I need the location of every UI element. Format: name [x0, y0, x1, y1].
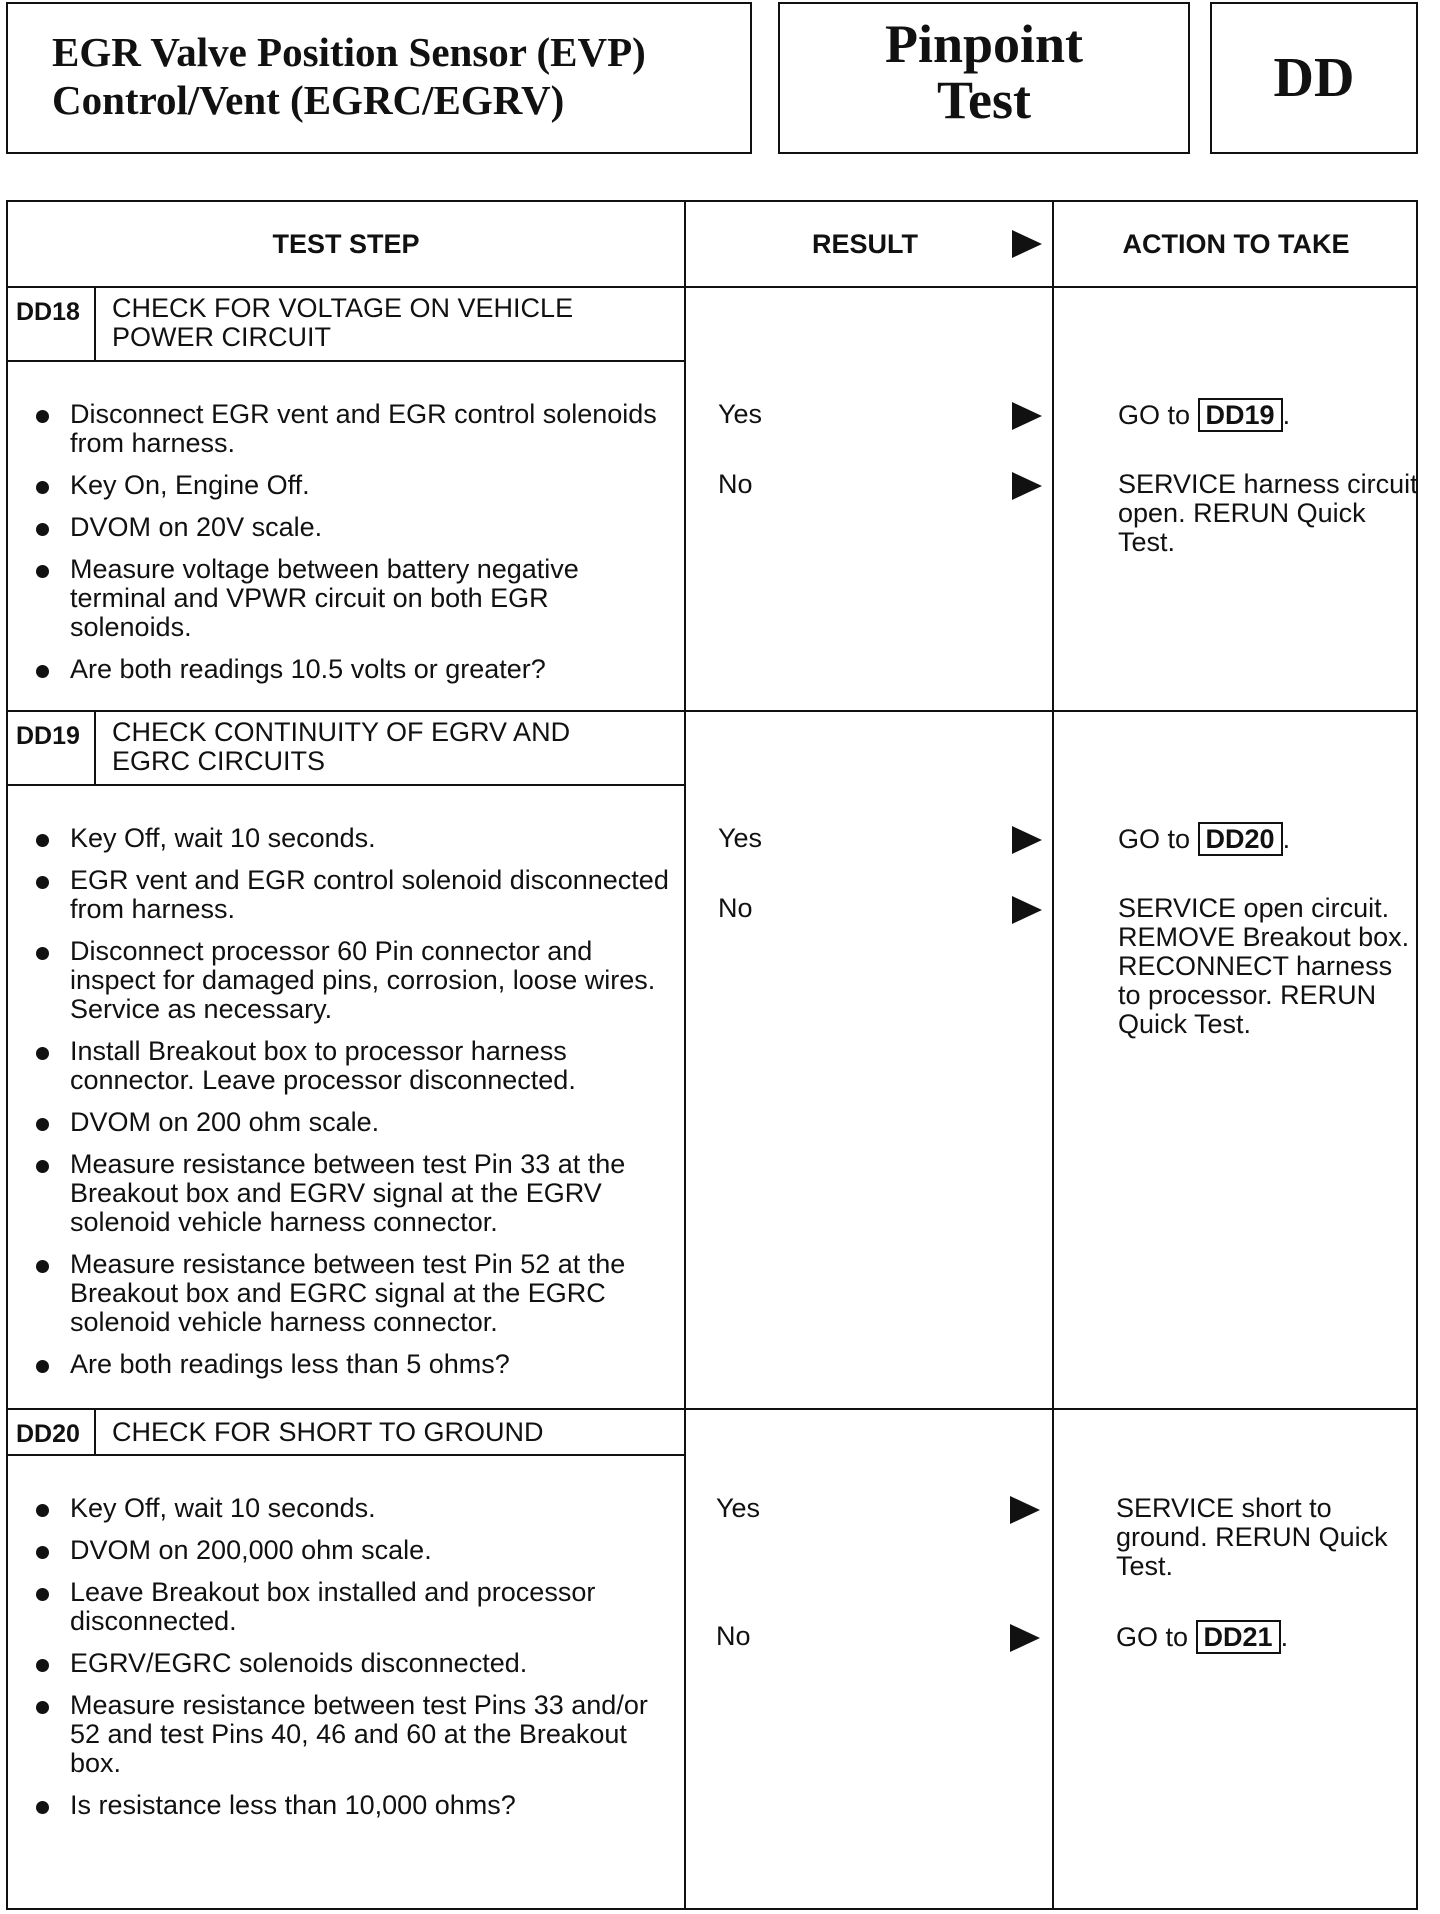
- list-item: Are both readings less than 5 ohms?: [32, 1350, 672, 1379]
- step-title-divider: [8, 1454, 684, 1456]
- test-title: [52, 28, 646, 124]
- arrow-icon: [1010, 1496, 1040, 1524]
- list-item: Disconnect EGR vent and EGR control solenoids from harness.: [32, 400, 672, 458]
- result-yes: Yes: [718, 823, 763, 853]
- step-title-line1: CHECK FOR VOLTAGE ON VEHICLE: [112, 293, 574, 323]
- action-text: GO to: [1116, 1622, 1189, 1652]
- list-item: Measure resistance between test Pin 52 at the Breakout box and EGRC signal at the EGRC solenoid vehicle harness connector.: [32, 1250, 672, 1337]
- action-yes: [1118, 822, 1418, 856]
- step-title-line1: CHECK CONTINUITY OF EGRV AND: [112, 717, 571, 747]
- arrow-icon: [1010, 1624, 1040, 1652]
- step-title: [112, 1418, 544, 1447]
- step-instructions: [32, 400, 672, 697]
- test-code: DD: [1273, 47, 1355, 109]
- step-title-line2: POWER CIRCUIT: [112, 322, 331, 352]
- column-header-test-step: TEST STEP: [272, 229, 420, 259]
- arrow-icon: [1012, 230, 1042, 258]
- result-no: No: [718, 893, 753, 923]
- step-divider: [8, 1408, 1416, 1410]
- list-item: Measure voltage between battery negative terminal and VPWR circuit on both EGR solenoids.: [32, 555, 672, 642]
- list-item: Disconnect processor 60 Pin connector and inspect for damaged pins, corrosion, loose wires. Service as necessary.: [32, 937, 672, 1024]
- action-yes: SERVICE short to ground. RERUN Quick Test.: [1116, 1493, 1388, 1581]
- list-item: Key Off, wait 10 seconds.: [32, 824, 672, 853]
- pinpoint-test-box: [778, 2, 1190, 154]
- header-divider: [8, 286, 1416, 288]
- column-header-action: ACTION TO TAKE: [1122, 229, 1350, 259]
- action-suffix: .: [1282, 824, 1291, 854]
- column-divider: [1052, 202, 1054, 1908]
- list-item: Leave Breakout box installed and processor disconnected.: [32, 1578, 672, 1636]
- list-item: Install Breakout box to processor harness connector. Leave processor disconnected.: [32, 1037, 672, 1095]
- result-no: No: [716, 1621, 751, 1651]
- test-title-line1: EGR Valve Position Sensor (EVP): [52, 29, 646, 75]
- action-no: SERVICE harness circuit open. RERUN Quick Test.: [1118, 469, 1418, 557]
- list-item: Is resistance less than 10,000 ohms?: [32, 1791, 672, 1820]
- action-text: GO to: [1118, 400, 1191, 430]
- step-id: DD20: [16, 1420, 80, 1448]
- column-header-result: RESULT: [812, 229, 918, 259]
- step-instructions: [32, 1494, 672, 1833]
- list-item: DVOM on 200 ohm scale.: [32, 1108, 672, 1137]
- step-title-line1: CHECK FOR SHORT TO GROUND: [112, 1417, 544, 1447]
- step-reference: DD21: [1196, 1620, 1281, 1654]
- action-suffix: .: [1282, 400, 1291, 430]
- step-title: [112, 294, 573, 352]
- action-yes: [1118, 398, 1418, 432]
- pinpoint-label: [780, 16, 1188, 128]
- list-item: Measure resistance between test Pins 33 and/or 52 and test Pins 40, 46 and 60 at the Breakout box.: [32, 1691, 672, 1778]
- arrow-icon: [1012, 896, 1042, 924]
- step-title-divider: [8, 360, 684, 362]
- column-divider: [684, 202, 686, 1908]
- list-item: EGR vent and EGR control solenoid disconnected from harness.: [32, 866, 672, 924]
- step-divider: [8, 710, 1416, 712]
- step-id: DD19: [16, 722, 80, 750]
- result-yes: Yes: [718, 399, 763, 429]
- action-no: [1116, 1620, 1416, 1654]
- step-id-divider: [94, 712, 96, 786]
- pinpoint-label-line2: Test: [936, 70, 1032, 130]
- result-yes: Yes: [716, 1493, 761, 1523]
- step-instructions: [32, 824, 672, 1392]
- step-id: DD18: [16, 298, 80, 326]
- test-code-box: [1210, 2, 1418, 154]
- list-item: Key Off, wait 10 seconds.: [32, 1494, 672, 1523]
- test-title-box: [6, 2, 752, 154]
- list-item: Are both readings 10.5 volts or greater?: [32, 655, 672, 684]
- list-item: DVOM on 200,000 ohm scale.: [32, 1536, 672, 1565]
- step-title-line2: EGRC CIRCUITS: [112, 746, 326, 776]
- step-title-divider: [8, 784, 684, 786]
- action-suffix: .: [1280, 1622, 1289, 1652]
- step-title: [112, 718, 570, 776]
- step-id-divider: [94, 1410, 96, 1456]
- test-title-line2: Control/Vent (EGRC/EGRV): [52, 77, 565, 123]
- arrow-icon: [1012, 472, 1042, 500]
- action-text: GO to: [1118, 824, 1191, 854]
- step-reference: DD19: [1198, 398, 1283, 432]
- pinpoint-label-line1: Pinpoint: [884, 14, 1084, 74]
- step-reference: DD20: [1198, 822, 1283, 856]
- result-no: No: [718, 469, 753, 499]
- list-item: Measure resistance between test Pin 33 at the Breakout box and EGRV signal at the EGRV solenoid vehicle harness connector.: [32, 1150, 672, 1237]
- arrow-icon: [1012, 826, 1042, 854]
- pinpoint-table: [6, 200, 1418, 1910]
- action-no: SERVICE open circuit. REMOVE Breakout box. RECONNECT harness to processor. RERUN Quick Test.: [1118, 893, 1410, 1039]
- step-id-divider: [94, 286, 96, 362]
- list-item: Key On, Engine Off.: [32, 471, 672, 500]
- list-item: EGRV/EGRC solenoids disconnected.: [32, 1649, 672, 1678]
- arrow-icon: [1012, 402, 1042, 430]
- list-item: DVOM on 20V scale.: [32, 513, 672, 542]
